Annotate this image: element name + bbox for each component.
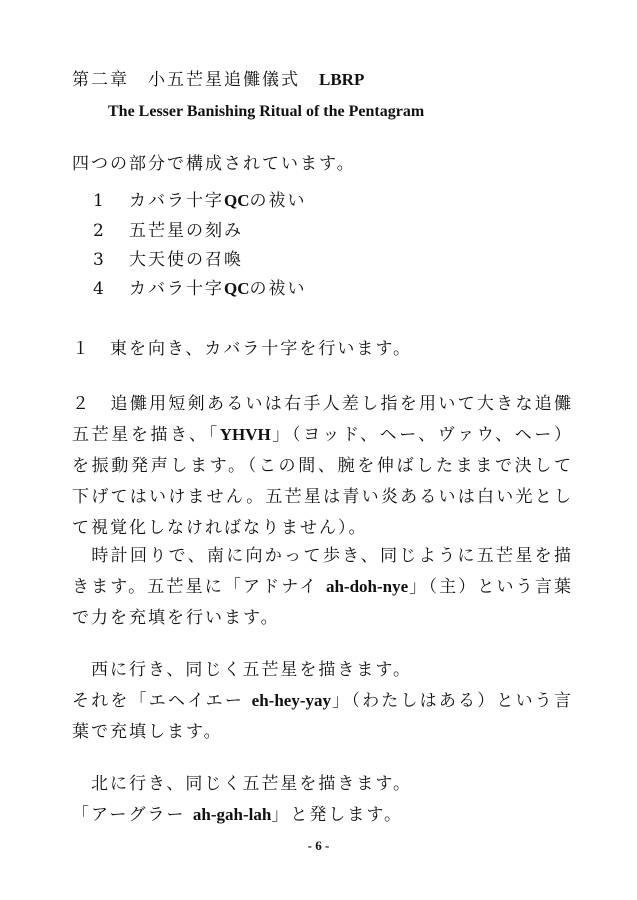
north-line: 北に行き、同じく五芒星を描きます。 — [72, 774, 412, 794]
intro-text: 四つの部分で構成されています。 — [72, 154, 356, 174]
step-2-line: 下げてはいけません。五芒星は青い炎あるいは白い光とし — [72, 487, 572, 507]
list-item: 1 カバラ十字QCの祓い — [93, 191, 307, 211]
north-line: 「アーグラー ah-gah-lah」と発します。 — [72, 805, 403, 825]
west-line: それを「エヘイエー eh-hey-yay」（わたしはある）という言 — [72, 691, 572, 711]
south-line: 時計回りで、南に向かって歩き、同じように五芒星を描 — [72, 546, 572, 566]
west-line: 西に行き、同じく五芒星を描きます。 — [72, 660, 412, 680]
step-2-line: を振動発声します。（この間、腕を伸ばしたままで決して — [72, 456, 572, 476]
south-line: きます。五芒星に「アドナイ ah-doh-nye」（主）という言葉 — [72, 577, 573, 597]
list-item: 4 カバラ十字QCの祓い — [93, 279, 307, 299]
step-2-line: 五芒星を描き、「YHVH」（ヨッド、ヘー、ヴァウ、ヘー） — [72, 425, 573, 445]
chapter-subtitle: The Lesser Banishing Ritual of the Pentagram — [108, 103, 425, 120]
list-item: 3 大天使の召喚 — [93, 250, 243, 270]
south-line: で力を充填を行います。 — [72, 608, 280, 628]
step-1-paragraph: １ 東を向き、カバラ十字を行います。 — [72, 339, 412, 359]
chapter-title-abbr: LBRP — [319, 70, 365, 89]
west-line: 葉で充填します。 — [72, 722, 223, 742]
chapter-title-jp: 第二章 小五芒星追儺儀式 — [72, 70, 300, 90]
step-2-line: ２ 追儺用短剣あるいは右手人差し指を用いて大きな追儺 — [72, 394, 572, 414]
page-number: - 6 - — [307, 838, 330, 853]
step-2-line: て視覚化しなければなりません）。 — [72, 518, 368, 538]
list-item: 2 五芒星の刻み — [93, 221, 243, 241]
chapter-title — [72, 69, 572, 91]
